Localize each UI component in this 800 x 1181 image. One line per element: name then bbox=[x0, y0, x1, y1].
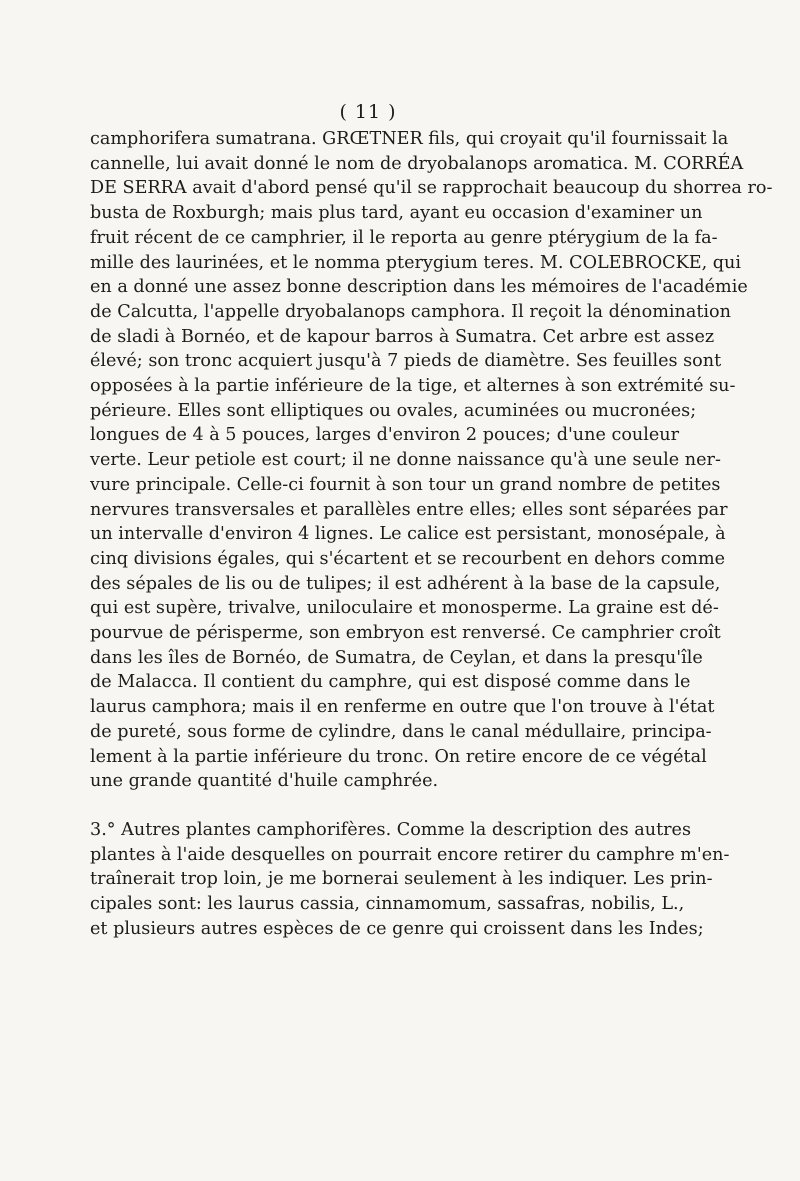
text-line: périeure. Elles sont elliptiques ou ovales, acuminées ou mucronées; bbox=[90, 400, 697, 421]
text-line: qui est supère, trivalve, uniloculaire et monosperme. La graine est dé- bbox=[90, 598, 719, 619]
text-line: verte. Leur petiole est court; il ne donne naissance qu'à une seule ner- bbox=[90, 450, 721, 471]
text-line: lement à la partie inférieure du tronc. On retire encore de ce végétal bbox=[90, 746, 707, 767]
text-line: en a donné une assez bonne description dans les mémoires de l'académie bbox=[90, 277, 748, 298]
text-line: camphorifera sumatrana. GRŒTNER fils, qui croyait qu'il fournissait la bbox=[90, 129, 729, 149]
text-line: dans les îles de Bornéo, de Sumatra, de Ceylan, et dans la presqu'île bbox=[90, 647, 703, 668]
text-line: DE SERRA avait d'abord pensé qu'il se rapprochait beaucoup du shorrea ro- bbox=[90, 178, 773, 199]
text-line: nervures transversales et parallèles entre elles; elles sont séparées par bbox=[90, 499, 728, 520]
text-line: plantes à l'aide desquelles on pourrait encore retirer du camphre m'en- bbox=[90, 844, 730, 865]
text-line: busta de Roxburgh; mais plus tard, ayant eu occasion d'examiner un bbox=[90, 203, 703, 224]
text-line: et plusieurs autres espèces de ce genre qui croissent dans les Indes; bbox=[90, 918, 704, 939]
text-line: cipales sont: les laurus cassia, cinnamomum, sassafras, nobilis, L., bbox=[90, 894, 685, 915]
text-line: pourvue de périsperme, son embryon est renversé. Ce camphrier croît bbox=[90, 623, 721, 644]
text-line: de sladi à Bornéo, et de kapour barros à Sumatra. Cet arbre est assez bbox=[90, 326, 715, 347]
text-line: cannelle, lui avait donné le nom de dryobalanops aromatica. M. CORRÉA bbox=[90, 153, 744, 174]
text-line: un intervalle d'environ 4 lignes. Le calice est persistant, monosépale, à bbox=[90, 524, 726, 545]
text-line: opposées à la partie inférieure de la tige, et alternes à son extrémité su- bbox=[90, 376, 736, 397]
text-line: 3.° Autres plantes camphorifères. Comme la description des autres bbox=[90, 819, 691, 840]
text-line: de pureté, sous forme de cylindre, dans le canal médullaire, principa- bbox=[90, 721, 712, 742]
text-line: de Calcutta, l'appelle dryobalanops camphora. Il reçoit la dénomination bbox=[90, 301, 731, 322]
paragraph-camphrier-description bbox=[90, 127, 773, 794]
page-number: ( 11 ) bbox=[339, 101, 397, 123]
text-line: cinq divisions égales, qui s'écartent et se recourbent en dehors comme bbox=[90, 548, 726, 569]
text-line: laurus camphora; mais il en renferme en outre que l'on trouve à l'état bbox=[90, 697, 715, 718]
text-line: élevé; son tronc acquiert jusqu'à 7 pieds de diamètre. Ses feuilles sont bbox=[90, 351, 722, 372]
text-line: de Malacca. Il contient du camphre, qui est disposé comme dans le bbox=[90, 672, 691, 693]
text-line: fruit récent de ce camphrier, il le reporta au genre ptérygium de la fa- bbox=[90, 227, 718, 248]
text-line: traînerait trop loin, je me bornerai seulement à les indiquer. Les prin- bbox=[90, 869, 713, 890]
text-line: vure principale. Celle-ci fournit à son tour un grand nombre de petites bbox=[90, 474, 721, 495]
text-line: longues de 4 à 5 pouces, larges d'environ 2 pouces; d'une couleur bbox=[90, 425, 680, 446]
text-line: des sépales de lis ou de tulipes; il est adhérent à la base de la capsule, bbox=[90, 573, 721, 594]
text-line: mille des laurinées, et le nomma pterygium teres. M. COLEBROCKE, qui bbox=[90, 252, 741, 273]
paragraph-other-plants bbox=[90, 818, 730, 942]
body-text bbox=[90, 127, 773, 942]
text-line: une grande quantité d'huile camphrée. bbox=[90, 771, 439, 792]
